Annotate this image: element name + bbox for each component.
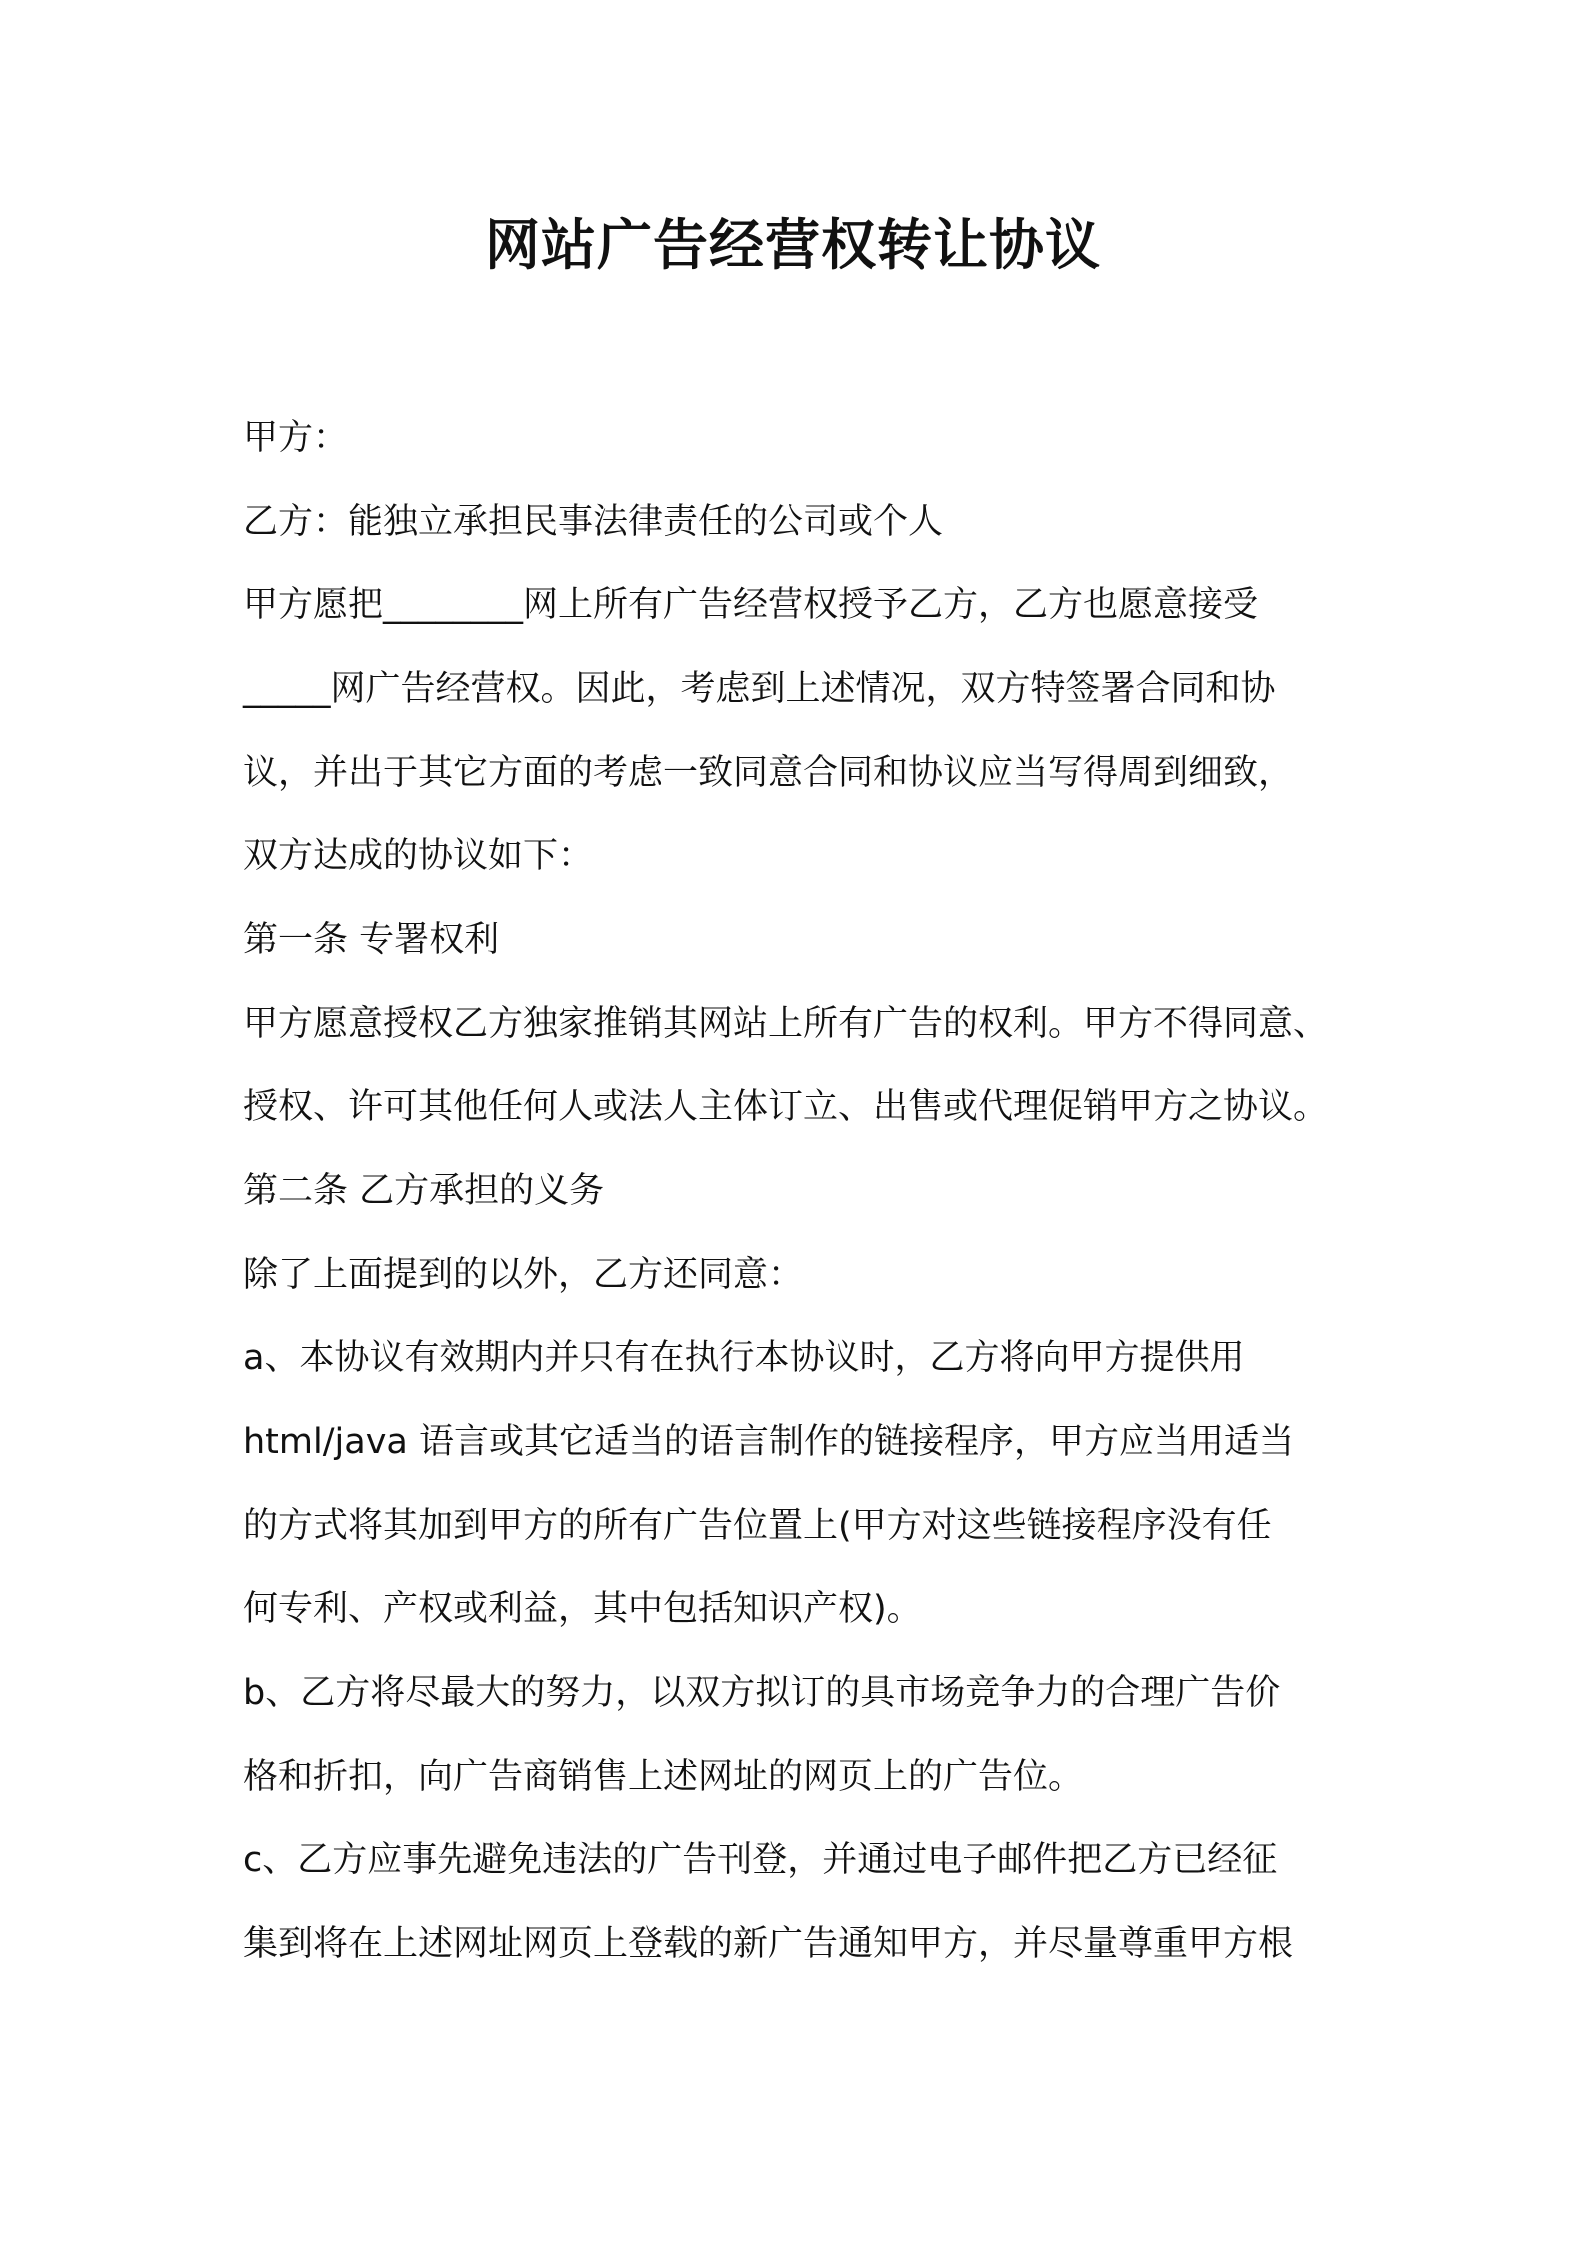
body-line: 议，并出于其它方面的考虑一致同意合同和协议应当写得周到细致，: [243, 753, 1294, 793]
article-heading: 第二条 乙方承担的义务: [243, 1171, 605, 1211]
body-line: 甲方愿把________网上所有广告经营权授予乙方，乙方也愿意接受: [243, 585, 1259, 625]
body-line: c、乙方应事先避免违法的广告刊登，并通过电子邮件把乙方已经征: [243, 1840, 1278, 1880]
article-heading: 第一条 专署权利: [243, 920, 500, 960]
body-line: 授权、许可其他任何人或法人主体订立、出售或代理促销甲方之协议。: [243, 1087, 1329, 1127]
body-line: _____网广告经营权。因此，考虑到上述情况，双方特签署合同和协: [243, 669, 1276, 709]
body-line: a、本协议有效期内并只有在执行本协议时，乙方将向甲方提供用: [243, 1338, 1245, 1378]
body-line: 格和折扣，向广告商销售上述网址的网页上的广告位。: [243, 1757, 1084, 1797]
body-line: 集到将在上述网址网页上登载的新广告通知甲方，并尽量尊重甲方根: [243, 1924, 1294, 1964]
body-line: html/java 语言或其它适当的语言制作的链接程序，甲方应当用适当: [243, 1422, 1294, 1462]
body-line: 的方式将其加到甲方的所有广告位置上(甲方对这些链接程序没有任: [243, 1506, 1272, 1546]
party-a-line: 甲方：: [243, 418, 349, 458]
body-line: 双方达成的协议如下：: [243, 836, 594, 876]
party-b-line: 乙方：能独立承担民事法律责任的公司或个人: [243, 502, 944, 542]
document-title: 网站广告经营权转让协议: [484, 213, 1101, 277]
body-line: 何专利、产权或利益，其中包括知识产权)。: [243, 1589, 922, 1629]
body-line: b、乙方将尽最大的努力，以双方拟订的具市场竞争力的合理广告价: [243, 1673, 1281, 1713]
body-line: 除了上面提到的以外，乙方还同意：: [243, 1255, 804, 1295]
body-line: 甲方愿意授权乙方独家推销其网站上所有广告的权利。甲方不得同意、: [243, 1004, 1329, 1044]
